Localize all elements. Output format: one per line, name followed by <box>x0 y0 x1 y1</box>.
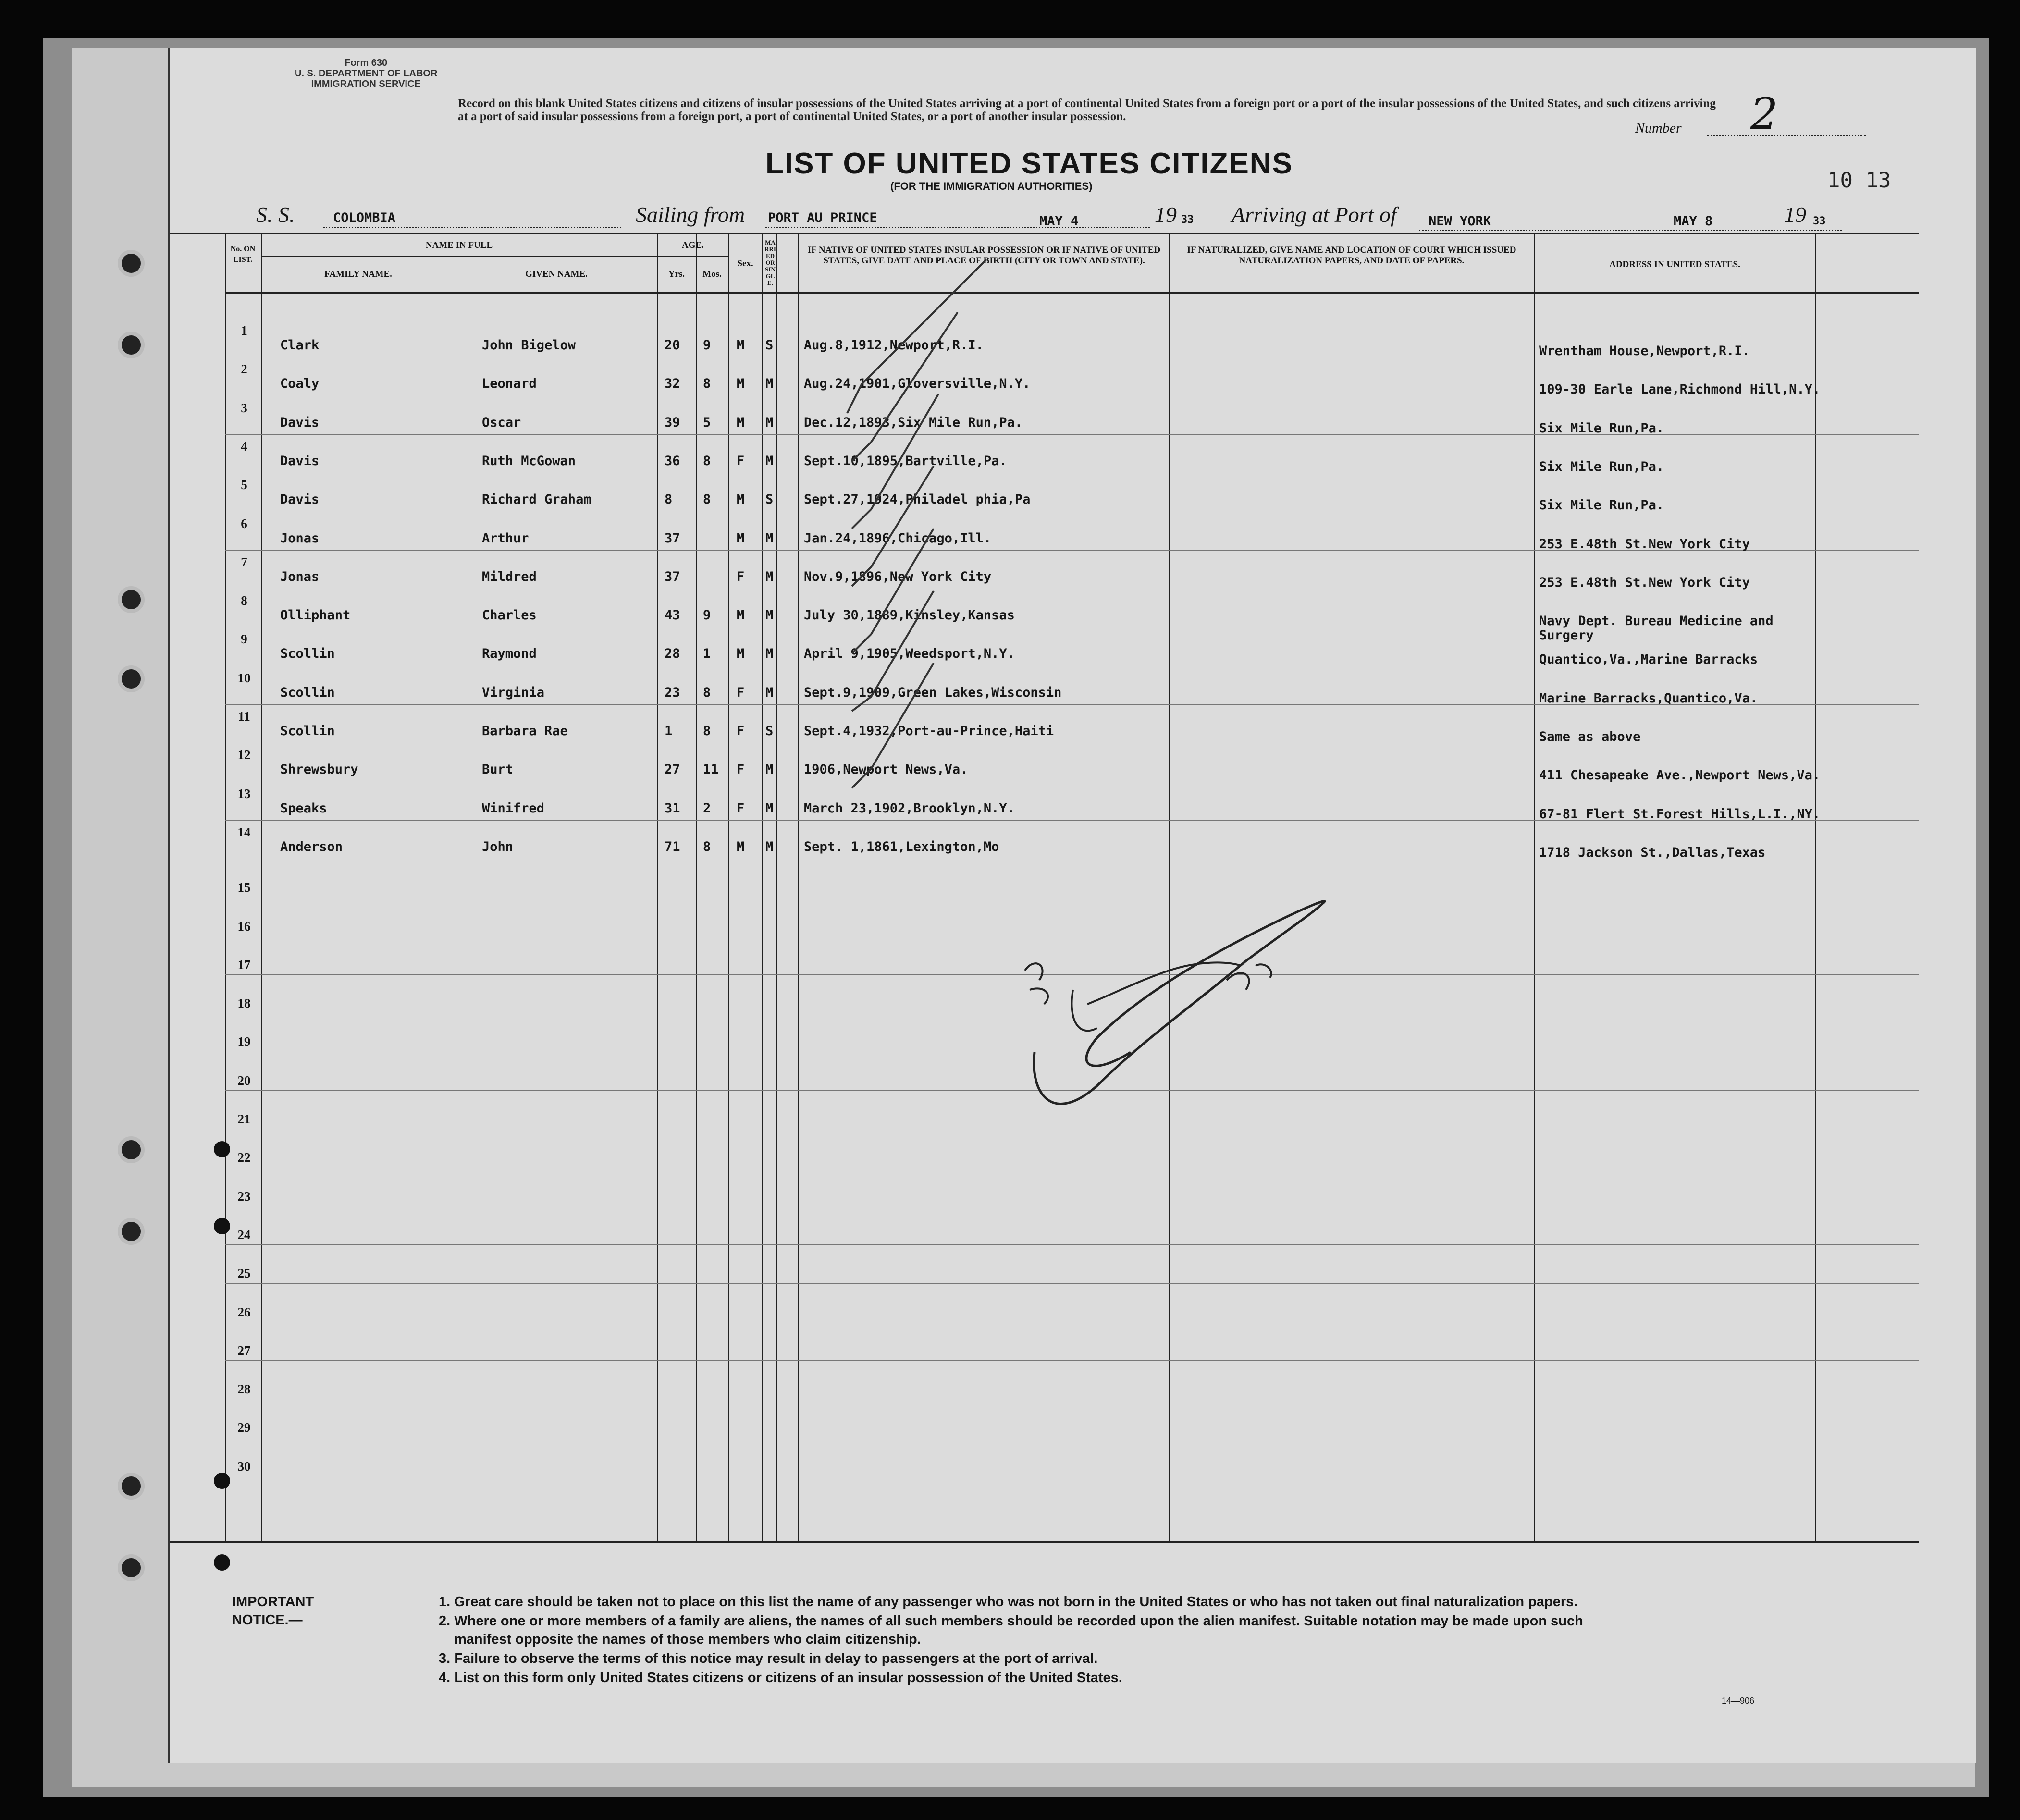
cell-yrs: 36 <box>665 453 680 468</box>
cell-yrs: 27 <box>665 762 680 777</box>
col-rule <box>1169 234 1170 1541</box>
cell-sex: M <box>737 338 745 353</box>
row-number: 20 <box>237 1073 251 1088</box>
cell-mos: 8 <box>703 376 711 392</box>
cell-family: Clark <box>280 338 320 353</box>
punch-hole <box>214 1141 230 1157</box>
sailing-label: Sailing from <box>636 202 745 227</box>
cell-sex: M <box>737 530 745 546</box>
cell-birth: Nov.9,1896,New York City <box>804 569 992 584</box>
row-rule <box>225 1283 1919 1284</box>
cell-given: Burt <box>482 762 514 777</box>
cell-given: Richard Graham <box>482 492 591 507</box>
year-prefix-2: 19 <box>1784 202 1806 227</box>
binder-ring <box>118 586 145 613</box>
cell-mos: 8 <box>703 492 711 507</box>
cell-sex: F <box>737 569 745 584</box>
cell-address: Six Mile Run,Pa. <box>1539 498 1664 513</box>
cell-mos: 5 <box>703 415 711 430</box>
cell-address: Marine Barracks,Quantico,Va. <box>1539 690 1758 706</box>
row-number: 18 <box>237 996 251 1011</box>
binder-ring <box>118 1554 145 1581</box>
row-number: 3 <box>241 400 247 415</box>
hdr-age: AGE. <box>682 240 704 250</box>
col-rule <box>1815 234 1816 1541</box>
cell-family: Scollin <box>280 646 335 662</box>
cell-mos: 1 <box>703 646 711 662</box>
row-number: 23 <box>237 1189 251 1204</box>
cell-family: Anderson <box>280 839 343 854</box>
col-rule <box>728 234 729 1541</box>
hdr-naturalized: IF NATURALIZED, GIVE NAME AND LOCATION OF COURT WHICH ISSUED NATURALIZATION PAPERS, AND DATE OF PAPERS. <box>1187 245 1516 266</box>
hdr-given-name: GIVEN NAME. <box>525 269 588 279</box>
hdr-family-name: FAMILY NAME. <box>324 269 392 279</box>
cell-address: 1718 Jackson St.,Dallas,Texas <box>1539 845 1766 860</box>
row-number: 2 <box>241 362 247 377</box>
cell-family: Speaks <box>280 800 327 816</box>
cell-ms: S <box>765 492 774 507</box>
cell-ms: M <box>765 569 774 584</box>
cell-sex: M <box>737 608 745 623</box>
cell-birth: March 23,1902,Brooklyn,N.Y. <box>804 800 1015 816</box>
cell-mos: 8 <box>703 685 711 700</box>
ship-name: COLOMBIA <box>333 210 396 225</box>
cell-mos: 9 <box>703 608 711 623</box>
row-number: 17 <box>237 957 251 972</box>
cell-address: 67-81 Flert St.Forest Hills,L.I.,NY. <box>1539 806 1821 822</box>
number-underline <box>1707 135 1866 136</box>
col-rule <box>261 234 262 1541</box>
cell-family: Davis <box>280 415 320 430</box>
notice-label: IMPORTANT NOTICE.— <box>232 1594 314 1628</box>
manifest-page <box>168 48 1976 1763</box>
cell-sex: F <box>737 453 745 468</box>
notice-item-2-cont: manifest opposite the names of those members who claim citizenship. <box>454 1632 921 1647</box>
cell-family: Davis <box>280 492 320 507</box>
hdr-birth: IF NATIVE OF UNITED STATES INSULAR POSSESSION OR IF NATIVE OF UNITED STATES, GIVE DATE AND PLACE OF BIRTH (CITY OR TOWN AND STATE). <box>807 245 1161 266</box>
cell-mos: 8 <box>703 724 711 738</box>
cell-given: Raymond <box>482 646 537 662</box>
binder-ring <box>118 665 145 692</box>
cell-address: Six Mile Run,Pa. <box>1539 459 1664 474</box>
cell-ms: M <box>765 530 774 546</box>
col-rule <box>657 234 658 1541</box>
punch-hole <box>214 1473 230 1489</box>
col-rule <box>225 234 226 1541</box>
preamble-text: Record on this blank United States citizens and citizens of insular possessions of the United States arriving at a port of continental United States from a foreign port or a port of the insular possessions of the United States, and such citizens arriving at a port of said insular possessions from a foreign port, a port of continental United States, or a port of another insular possession. <box>458 97 1716 123</box>
cell-given: John <box>482 839 514 854</box>
passenger-table <box>170 233 1919 1543</box>
cell-birth: Sept.10,1895,Bartville,Pa. <box>804 453 1007 468</box>
row-number: 28 <box>237 1382 251 1397</box>
cell-address: 253 E.48th St.New York City <box>1539 575 1750 590</box>
cell-yrs: 71 <box>665 839 680 854</box>
list-number: 2 <box>1750 89 1778 139</box>
row-number: 25 <box>237 1266 251 1281</box>
cell-given: Ruth McGowan <box>482 453 576 468</box>
cell-birth: Sept.27,1924,Philadel phia,Pa <box>804 492 1031 507</box>
cell-yrs: 8 <box>665 492 673 507</box>
cell-ms: M <box>765 376 774 392</box>
row-number: 8 <box>241 593 247 608</box>
col-rule <box>696 234 697 1541</box>
cell-given: Virginia <box>482 685 545 700</box>
cell-mos: 2 <box>703 800 711 816</box>
cell-ms: M <box>765 415 774 430</box>
cell-yrs: 39 <box>665 415 680 430</box>
form-code: 14—906 <box>1722 1696 1755 1706</box>
row-number: 11 <box>238 709 250 724</box>
col-rule <box>776 234 777 1541</box>
cell-yrs: 20 <box>665 338 680 353</box>
row-number: 10 <box>237 670 251 685</box>
cell-sex: M <box>737 646 745 662</box>
cell-family: Jonas <box>280 569 320 584</box>
binder-ring <box>118 332 145 358</box>
col-rule <box>1534 234 1535 1541</box>
cell-family: Scollin <box>280 685 335 700</box>
header-rule <box>261 256 657 257</box>
cell-birth: Sept.4,1932,Port-au-Prince,Haiti <box>804 724 1054 738</box>
cell-yrs: 23 <box>665 685 680 700</box>
hdr-name-in-full: NAME IN FULL <box>425 240 493 250</box>
cell-ms: M <box>765 646 774 662</box>
cell-address: 253 E.48th St.New York City <box>1539 536 1750 552</box>
notice-item-2: 2. Where one or more members of a family are aliens, the names of all such members should be recorded upon the alien manifest. Suitable notation may be made upon such <box>439 1613 1583 1629</box>
cell-family: Shrewsbury <box>280 762 358 777</box>
sail-year: 33 <box>1181 214 1194 226</box>
cell-ms: M <box>765 762 774 777</box>
hdr-married: MARRIED OR SINGLE. <box>764 239 776 286</box>
sail-date: MAY 4 <box>1039 214 1079 229</box>
cell-address: Same as above <box>1539 729 1641 744</box>
cell-family: Davis <box>280 453 320 468</box>
cell-birth: April 9,1905,Weedsport,N.Y. <box>804 646 1015 662</box>
cell-given: Mildred <box>482 569 537 584</box>
cell-birth: 1906,Newport News,Va. <box>804 762 968 777</box>
row-number: 5 <box>241 478 247 492</box>
cell-yrs: 37 <box>665 530 680 546</box>
dotted-rule <box>1419 230 1842 231</box>
row-number: 19 <box>237 1034 251 1049</box>
hdr-no: No. ON LIST. <box>230 245 256 264</box>
cell-birth: Aug.8,1912,Newport,R.I. <box>804 338 984 353</box>
col-rule <box>762 234 763 1541</box>
punch-hole <box>214 1218 230 1234</box>
cell-mos: 9 <box>703 338 711 353</box>
row-number: 6 <box>241 516 247 531</box>
cell-address: 109-30 Earle Lane,Richmond Hill,N.Y. <box>1539 382 1821 397</box>
cell-family: Jonas <box>280 530 320 546</box>
row-number: 27 <box>237 1343 251 1358</box>
cell-given: Charles <box>482 608 537 623</box>
col-rule <box>798 234 799 1541</box>
inspector-signature <box>1015 894 1352 1144</box>
cell-given: Arthur <box>482 530 529 546</box>
cell-address: Quantico,Va.,Marine Barracks <box>1539 652 1758 667</box>
cell-sex: F <box>737 685 745 700</box>
hdr-address: ADDRESS IN UNITED STATES. <box>1609 259 1740 270</box>
margin-note: 10 13 <box>1827 168 1891 193</box>
notice-item-1: 1. Great care should be taken not to place on this list the name of any passenger who was not born in the United States or who has not taken out final naturalization papers. <box>439 1594 1578 1610</box>
cell-given: Winifred <box>482 800 545 816</box>
punch-hole <box>214 1554 230 1571</box>
cell-birth: Sept.9,1909,Green Lakes,Wisconsin <box>804 685 1062 700</box>
cell-ms: M <box>765 608 774 623</box>
cell-ms: M <box>765 800 774 816</box>
notice-item-3: 3. Failure to observe the terms of this notice may result in delay to passengers at the port of arrival. <box>439 1651 1098 1666</box>
ss-label: S. S. <box>256 202 295 227</box>
row-number: 26 <box>237 1304 251 1319</box>
cell-yrs: 37 <box>665 569 680 584</box>
row-number: 24 <box>237 1227 251 1242</box>
binder-ring <box>118 1473 145 1500</box>
cell-mos: 11 <box>703 762 719 777</box>
arriving-label: Arriving at Port of <box>1232 202 1397 227</box>
hdr-sex: Sex. <box>737 258 753 269</box>
row-number: 1 <box>241 323 247 338</box>
cell-yrs: 32 <box>665 376 680 392</box>
page-subtitle: (FOR THE IMMIGRATION AUTHORITIES) <box>890 180 1093 192</box>
cell-address: Navy Dept. Bureau Medicine and <box>1539 614 1774 629</box>
row-number: 22 <box>237 1150 251 1165</box>
row-number: 30 <box>237 1459 251 1474</box>
cell-sex: F <box>737 800 745 816</box>
cell-given: Oscar <box>482 415 521 430</box>
cell-given: Barbara Rae <box>482 724 568 738</box>
cell-sex: F <box>737 724 745 738</box>
header-bottom-rule <box>225 292 1919 294</box>
cell-sex: M <box>737 492 745 507</box>
cell-sex: F <box>737 762 745 777</box>
dotted-rule <box>323 227 621 228</box>
cell-yrs: 28 <box>665 646 680 662</box>
number-label: Number <box>1635 120 1682 136</box>
header-rule <box>657 256 728 257</box>
cell-sex: M <box>737 839 745 854</box>
row-number: 13 <box>237 786 251 801</box>
notice-item-4: 4. List on this form only United States citizens or citizens of an insular possession of the United States. <box>439 1670 1122 1685</box>
cell-address-cont: Surgery <box>1539 628 1594 643</box>
hdr-yrs: Yrs. <box>668 269 685 279</box>
cell-yrs: 31 <box>665 800 680 816</box>
binder-ring <box>118 250 145 277</box>
row-number: 12 <box>237 748 251 762</box>
cell-birth: Aug.24,1901,Gloversville,N.Y. <box>804 376 1031 392</box>
cell-ms: M <box>765 839 774 854</box>
cell-ms: M <box>765 453 774 468</box>
cell-birth: Jan.24,1896,Chicago,Ill. <box>804 530 992 546</box>
row-number: 14 <box>237 824 251 839</box>
form-number: Form 630 U. S. DEPARTMENT OF LABOR IMMIGRATION SERVICE <box>295 58 438 89</box>
cell-birth: Dec.12,1893,Six Mile Run,Pa. <box>804 415 1023 430</box>
cell-birth: July 30,1889,Kinsley,Kansas <box>804 608 1015 623</box>
arrival-port: NEW YORK <box>1429 214 1491 229</box>
cell-sex: M <box>737 376 745 392</box>
page-title: LIST OF UNITED STATES CITIZENS <box>765 147 1293 180</box>
tally-marks <box>842 240 1044 913</box>
binder-ring <box>118 1218 145 1245</box>
cell-family: Olliphant <box>280 608 351 623</box>
row-rule <box>225 1360 1919 1361</box>
row-number: 9 <box>241 632 247 647</box>
cell-given: John Bigelow <box>482 338 576 353</box>
cell-mos: 8 <box>703 453 711 468</box>
cell-address: Six Mile Run,Pa. <box>1539 420 1664 436</box>
year-prefix: 19 <box>1155 202 1177 227</box>
row-number: 7 <box>241 554 247 569</box>
cell-address: Wrentham House,Newport,R.I. <box>1539 344 1750 358</box>
arrival-year: 33 <box>1813 215 1826 227</box>
cell-family: Scollin <box>280 724 335 738</box>
row-number: 29 <box>237 1420 251 1435</box>
from-port: PORT AU PRINCE <box>768 210 877 225</box>
arrival-date: MAY 8 <box>1674 214 1713 229</box>
cell-mos: 8 <box>703 839 711 854</box>
cell-address: 411 Chesapeake Ave.,Newport News,Va. <box>1539 768 1821 783</box>
cell-ms: S <box>765 724 774 738</box>
cell-ms: S <box>765 338 774 353</box>
cell-sex: M <box>737 415 745 430</box>
cell-yrs: 1 <box>665 724 673 738</box>
row-number: 15 <box>237 880 251 895</box>
binder-ring <box>118 1136 145 1163</box>
cell-yrs: 43 <box>665 608 680 623</box>
cell-ms: M <box>765 685 774 700</box>
cell-birth: Sept. 1,1861,Lexington,Mo <box>804 839 999 854</box>
cell-given: Leonard <box>482 376 537 392</box>
cell-family: Coaly <box>280 376 320 392</box>
row-rule <box>225 1244 1919 1245</box>
hdr-mos: Mos. <box>702 269 722 279</box>
row-rule <box>225 434 1919 435</box>
row-number: 4 <box>241 439 247 454</box>
dotted-rule <box>765 227 1150 228</box>
row-number: 16 <box>237 919 251 934</box>
row-number: 21 <box>237 1112 251 1126</box>
